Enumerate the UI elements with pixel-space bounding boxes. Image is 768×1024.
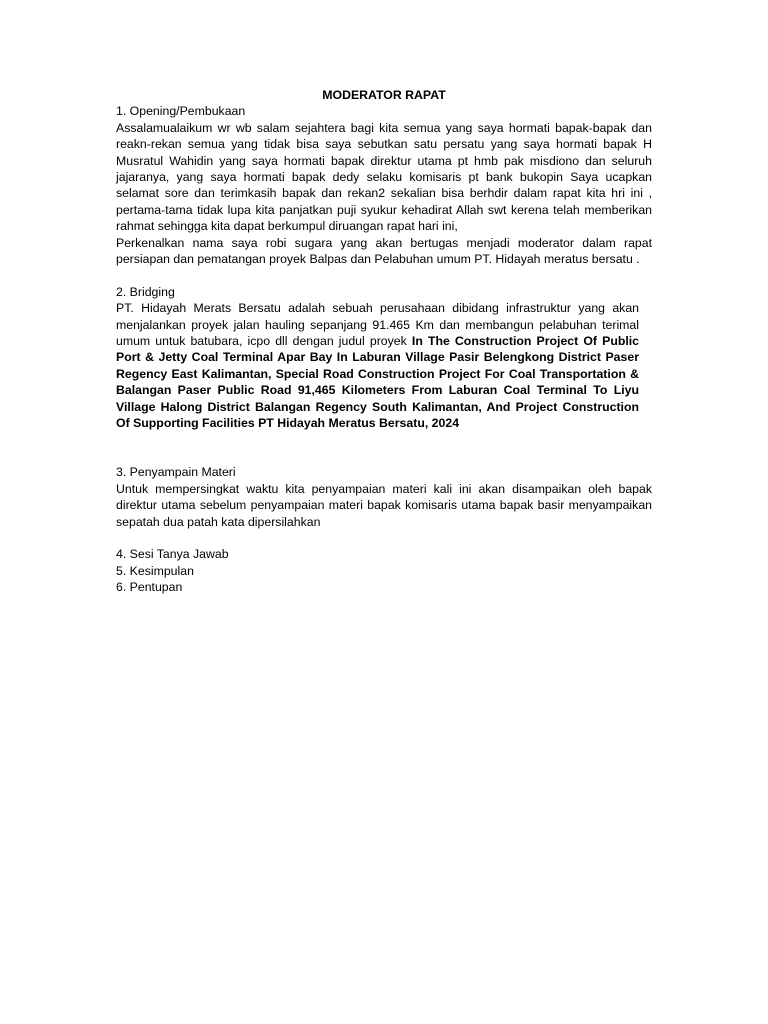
section-heading-materi: 3. Penyampain Materi bbox=[116, 465, 236, 480]
section-heading-tanya-jawab: 4. Sesi Tanya Jawab bbox=[116, 547, 229, 562]
spacer bbox=[116, 530, 652, 546]
document-title: MODERATOR RAPAT bbox=[322, 88, 446, 102]
opening-paragraph-greeting: Assalamualaikum wr wb salam sejahtera bagi kita semua yang saya hormati bapak-bapak dan reakn-rekan semua yang tidak bisa saya sebutkan satu persatu yang saya hormati bapak H Musratul Wahidin yang saya hormati bapak direktur utama pt hmb pak misdiono dan seluruh jajaranya, yang saya hormati bapak dedy selaku komisaris pt bank bukopin Saya ucapkan selamat sore dan terimkasih bapak dan rekan2 sekalian bisa berhdir dalam rapat kita hri ini , pertama-tama tidak lupa kita panjatkan puji syukur kehadirat Allah swt kerena telah memberikan rahmat sehingga kita dapat berkumpul diruangan rapat hari ini, bbox=[116, 120, 652, 234]
section-heading-opening: 1. Opening/Pembukaan bbox=[116, 104, 246, 119]
section-heading-penutupan: 6. Pentupan bbox=[116, 580, 183, 595]
materi-paragraph: Untuk mempersingkat waktu kita penyampaian materi kali ini akan disampaikan oleh bapak direktur utama sebelum penyampaian materi bapak komisaris utama bapak basir menyampaikan sepatah dua patah kata dipersilahkan bbox=[116, 481, 652, 529]
document-page bbox=[116, 87, 652, 596]
opening-paragraph-introduction: Perkenalkan nama saya robi sugara yang akan bertugas menjadi moderator dalam rapat persiapan dan pematangan proyek Balpas dan Pelabuhan umum PT. Hidayah meratus bersatu . bbox=[116, 235, 652, 267]
section-heading-bridging: 2. Bridging bbox=[116, 284, 175, 299]
bridging-paragraph-plain-text: PT. Hidayah Merats Bersatu adalah sebuah perusahaan dibidang infrastruktur yang akan menjalankan proyek jalan hauling sepanjang 91.465 Km dan membangun pelabuhan terimal umum untuk batubara, icpo dll dengan judul proyek bbox=[116, 301, 639, 349]
spacer bbox=[116, 432, 652, 465]
bridging-paragraph bbox=[116, 300, 639, 431]
bridging-project-title: In The Construction Project Of Public Port & Jetty Coal Terminal Apar Bay In Laburan Village Pasir Belengkong District Paser Regency East Kalimantan, Special Road Construction Project For Coal Transportation & Balangan Paser Public Road 91,465 Kilometers From Laburan Coal Terminal To Liyu Village Halong District Balangan Regency South Kalimantan, And Project Construction Of Supporting Facilities PT Hidayah Meratus Bersatu, 2024 bbox=[116, 334, 640, 431]
section-heading-kesimpulan: 5. Kesimpulan bbox=[116, 563, 194, 578]
spacer bbox=[116, 267, 652, 283]
